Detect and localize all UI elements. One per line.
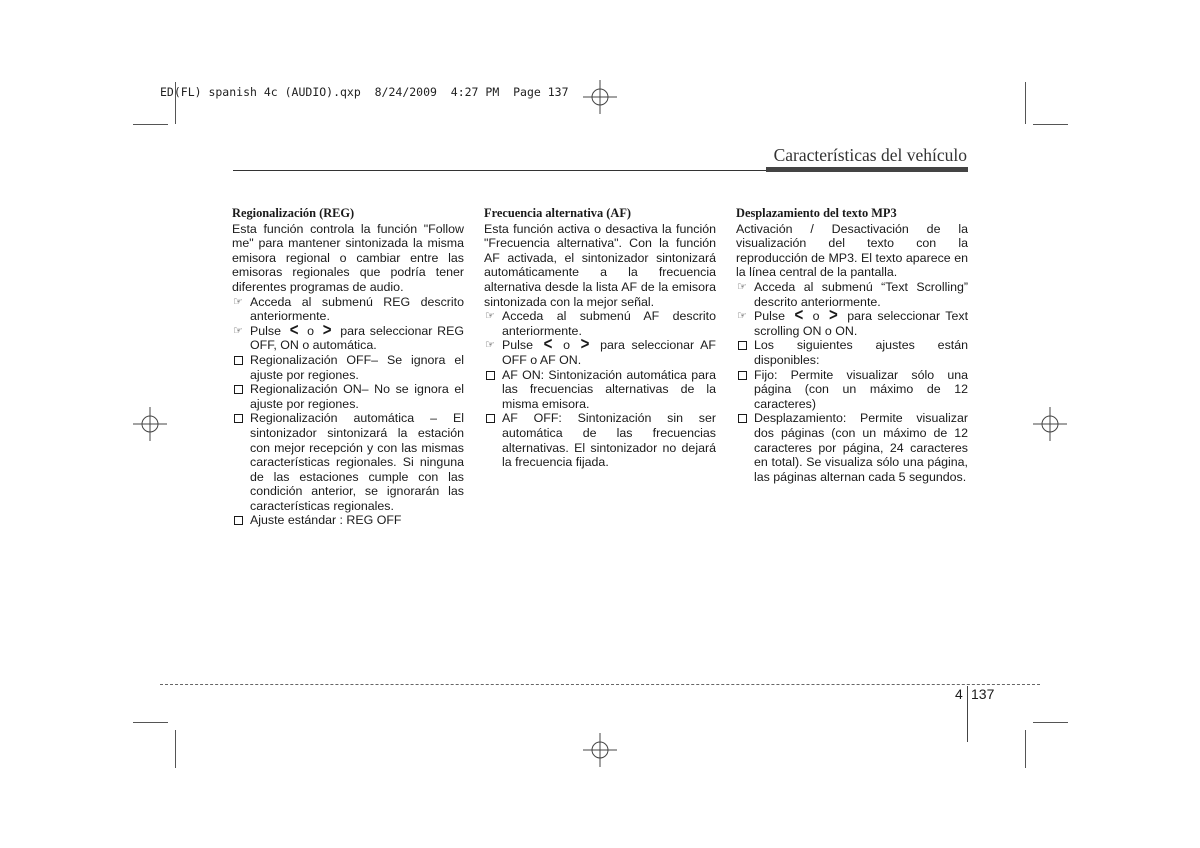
step-item [736,305,969,338]
option-item [232,513,464,528]
chevron-right-icon: > [580,334,590,355]
registration-mark-icon [1033,407,1067,441]
option-text: Ajuste estándar : REG OFF [250,513,402,528]
crop-mark [1033,124,1068,125]
header-bar [766,167,968,172]
page-number: 137 [971,686,995,702]
section-title: Características del vehículo [773,145,967,165]
checkbox-icon [486,414,495,423]
checkbox-icon [738,371,747,380]
checkbox-icon [234,414,243,423]
print-slug: ED(FL) spanish 4c (AUDIO).qxp 8/24/2009 4:27 PM Page 137 [160,85,569,99]
step-item [484,334,716,367]
column-regionalizacion [232,206,464,528]
option-item [736,368,968,412]
page-number-separator [967,686,968,742]
step-text: Acceda al submenú AF descrito anteriormente. [502,309,716,338]
option-text: Los siguientes ajustes están disponibles: [754,338,968,367]
step-text: o [563,338,570,353]
crop-mark [1025,82,1026,124]
checkbox-icon [486,371,495,380]
step-text: Acceda al submenú “Text Scrolling” descrito anteriormente. [754,279,968,309]
pointing-hand-icon: ☞ [485,339,495,352]
footer-divider [160,684,1040,685]
option-text: Regionalización ON– No se ignora el ajuste por regiones. [250,382,464,411]
chevron-left-icon: < [289,320,299,340]
step-item [484,309,716,338]
pointing-hand-icon: ☞ [233,324,243,337]
crop-mark [175,730,176,768]
pointing-hand-icon: ☞ [233,295,243,308]
paragraph: Activación / Desactivación de la visualización del texto con la reproducción de MP3. El texto aparece en la línea central de la pantalla. [736,221,968,280]
step-text: Pulse [754,309,785,324]
checkbox-icon [738,341,747,350]
option-item [484,368,716,412]
step-text: para seleccionar AF OFF o AF ON. [502,338,716,367]
chevron-right-icon: > [828,305,838,326]
step-text: Acceda al submenú REG descrito anteriormente. [250,294,464,324]
section-heading: Frecuencia alternativa (AF) [484,206,632,220]
option-item [232,382,464,411]
crop-mark [1033,722,1068,723]
checkbox-icon [234,516,243,525]
option-text: Desplazamiento: Permite visualizar dos páginas (con un máximo de 12 caracteres por página, 24 caracteres en total). Se visualiza sólo una página, las páginas alternan cada 5 segundos. [754,411,968,484]
option-text: Fijo: Permite visualizar sólo una página (con un máximo de 12 caracteres) [754,367,968,411]
option-text: Regionalización OFF– Se ignora el ajuste por regiones. [250,352,464,382]
crop-mark [133,124,168,125]
option-text: AF OFF: Sintonización sin ser automática de las frecuencias alternativas. El sintonizador no dejará la frecuencia fijada. [502,411,716,470]
step-item [736,280,968,309]
paragraph: Esta función controla la función "Follow me" para mantener sintonizada la misma emisora regional o cambiar entre las emisoras regionales que podría tener diferentes programas de audio. [232,221,464,294]
step-text: o [307,323,315,338]
step-text: para seleccionar Text scrolling ON o ON. [754,309,969,338]
registration-mark-icon [583,733,617,767]
chevron-right-icon: > [322,320,332,340]
column-frecuencia-alternativa [484,206,716,470]
step-item [232,295,464,324]
chevron-left-icon: < [794,305,804,326]
chevron-left-icon: < [543,334,553,355]
crop-mark [1025,730,1026,768]
pointing-hand-icon: ☞ [485,310,495,323]
registration-mark-icon [583,80,617,114]
step-text: Pulse [250,323,281,338]
step-text: Pulse [502,338,533,353]
checkbox-icon [234,385,243,394]
step-text: o [812,309,820,324]
column-desplazamiento-texto [736,206,968,484]
chapter-number: 4 [955,686,963,702]
section-heading: Desplazamiento del texto MP3 [736,206,897,220]
option-item [736,411,968,484]
checkbox-icon [738,414,747,423]
pointing-hand-icon: ☞ [737,280,747,293]
section-heading: Regionalización (REG) [232,206,355,220]
checkbox-icon [234,356,243,365]
crop-mark [133,722,168,723]
option-item [484,411,716,469]
option-text: AF ON: Sintonización automática para las frecuencias alternativas de la misma emisora. [502,367,716,411]
option-item [736,338,968,367]
paragraph: Esta función activa o desactiva la función "Frecuencia alternativa". Con la función AF activada, el sintonizador sintonizará automáticamente a la frecuencia alternativa desde la lista AF de la emisora sintonizada con la mejor señal. [484,221,716,309]
registration-mark-icon [133,407,167,441]
step-text: para seleccionar REG OFF, ON o automática. [250,323,464,353]
pointing-hand-icon: ☞ [737,310,747,323]
option-item [232,353,464,382]
option-item [232,411,464,513]
step-item [232,320,464,353]
option-text: Regionalización automática – El sintonizador sintonizará la estación con mejor recepción y con las mismas características regionales. Si ninguna de las estaciones cumple con las condición anterior, se ignorarán las características regionales. [250,411,464,513]
